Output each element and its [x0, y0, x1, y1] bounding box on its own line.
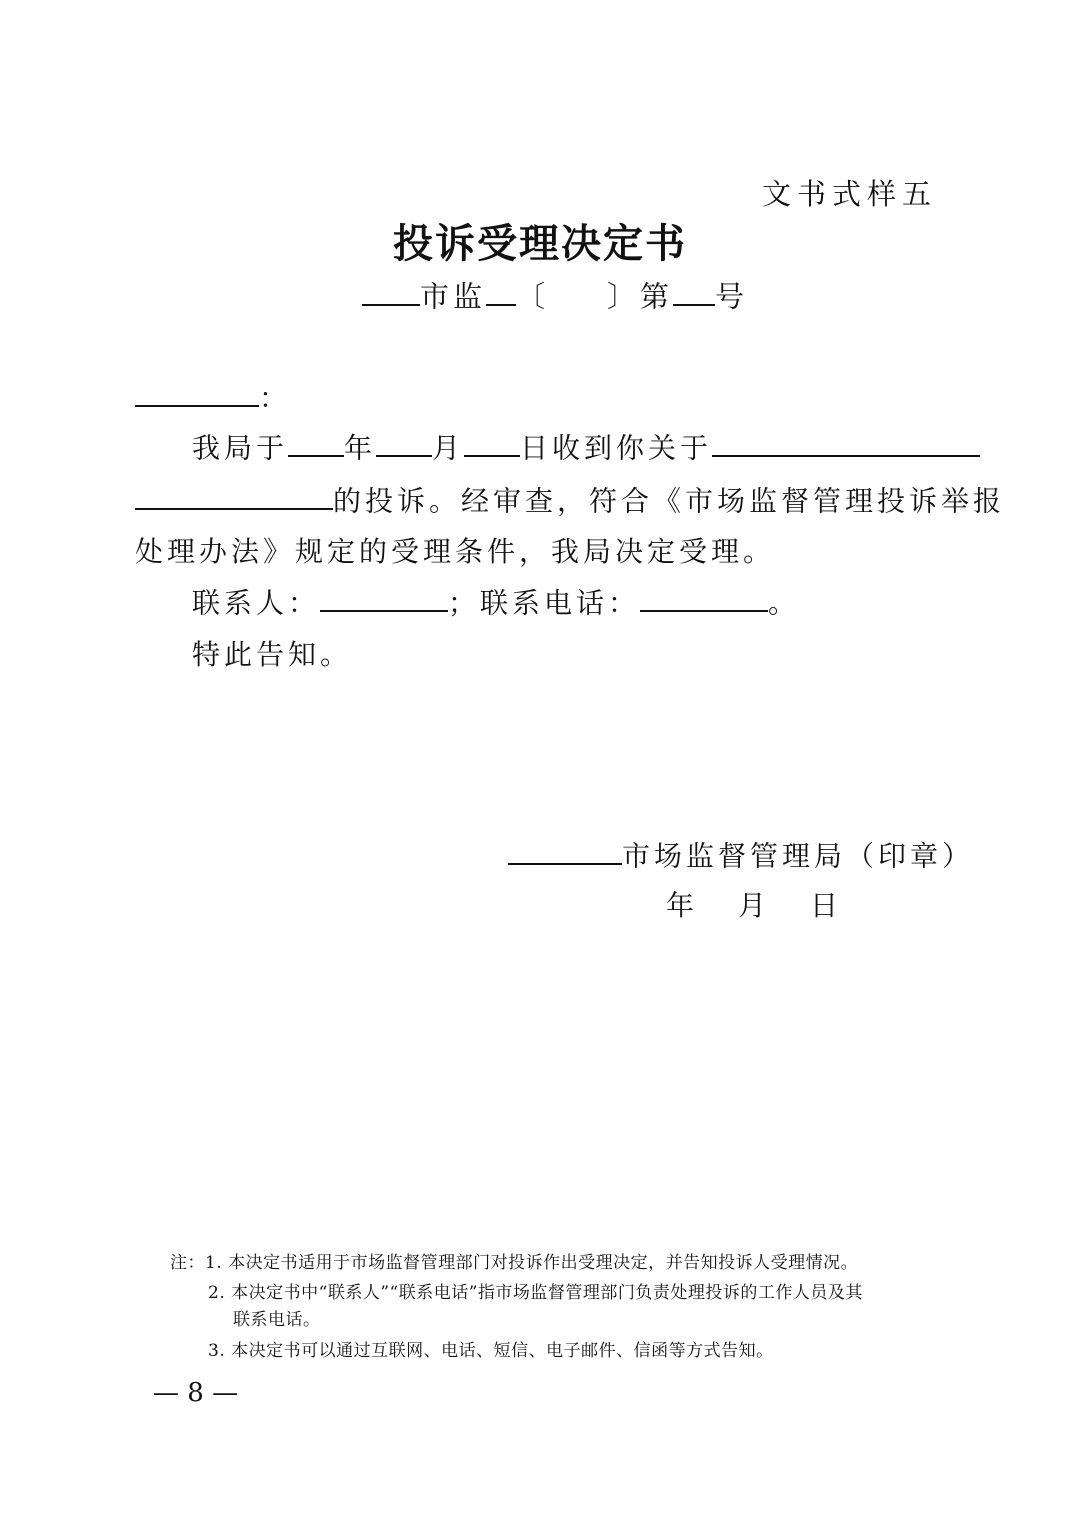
signature-date	[666, 884, 838, 924]
blank-received-month[interactable]	[376, 426, 432, 457]
date-day-text: 日	[810, 889, 839, 922]
blank-complaint-subject-cont[interactable]	[135, 479, 333, 510]
contact-line	[192, 581, 800, 621]
body-line-2	[135, 479, 1005, 519]
document-type-label: 文书式样五	[761, 177, 937, 211]
blank-contact-person[interactable]	[320, 581, 448, 612]
blank-received-year[interactable]	[288, 426, 344, 457]
page-number: — 8 —	[153, 1378, 239, 1408]
doc-number-part1: 市监	[420, 279, 487, 314]
document-title: 投诉受理决定书	[393, 220, 687, 267]
line1-lead-text: 我局于	[192, 431, 289, 465]
doc-number-part3: 〕第	[607, 279, 674, 314]
contact-person-label: 联系人：	[192, 586, 321, 620]
doc-number-part4: 号	[715, 279, 749, 314]
line1-year-text: 年	[344, 431, 377, 465]
line1-day-text: 日收到你关于	[520, 431, 713, 465]
line1-month-text: 月	[432, 431, 465, 465]
doc-number-part2: 〔	[516, 279, 550, 314]
note-3: 3. 本决定书可以通过互联网、电话、短信、电子邮件、信函等方式告知。	[208, 1341, 774, 1361]
line2-text: 的投诉。经审查，符合《市场监督管理投诉举报	[333, 484, 1006, 518]
note-2: 2. 本决定书中“联系人”“联系电话”指市场监督管理部门负责处理投诉的工作人员及其	[208, 1283, 863, 1303]
note-2-continued: 联系电话。	[233, 1310, 321, 1330]
blank-city-field[interactable]	[362, 274, 420, 306]
signature-authority	[508, 834, 974, 874]
blank-serial-field[interactable]	[673, 274, 715, 306]
note-1: 注：1. 本决定书适用于市场监督管理部门对投诉作出受理决定，并告知投诉人受理情况。	[170, 1253, 859, 1273]
body-line-3: 处理办法》规定的受理条件，我局决定受理。	[135, 535, 776, 568]
recipient-line	[135, 376, 291, 416]
contact-line-end: 。	[768, 586, 801, 620]
blank-authority-name[interactable]	[508, 834, 622, 865]
blank-category-field[interactable]	[486, 274, 516, 306]
contact-phone-label: ；联系电话：	[448, 586, 641, 620]
blank-received-day[interactable]	[464, 426, 520, 457]
blank-complaint-subject[interactable]	[712, 426, 980, 457]
recipient-colon: ：	[259, 381, 292, 415]
body-line-5: 特此告知。	[192, 638, 353, 671]
blank-recipient-field[interactable]	[135, 376, 259, 407]
body-line-1	[192, 426, 980, 466]
blank-contact-phone[interactable]	[640, 581, 768, 612]
date-month-text: 月	[738, 889, 767, 922]
authority-label: 市场监督管理局（印章）	[622, 839, 975, 873]
document-number	[362, 274, 748, 315]
date-year-text: 年	[666, 889, 695, 922]
